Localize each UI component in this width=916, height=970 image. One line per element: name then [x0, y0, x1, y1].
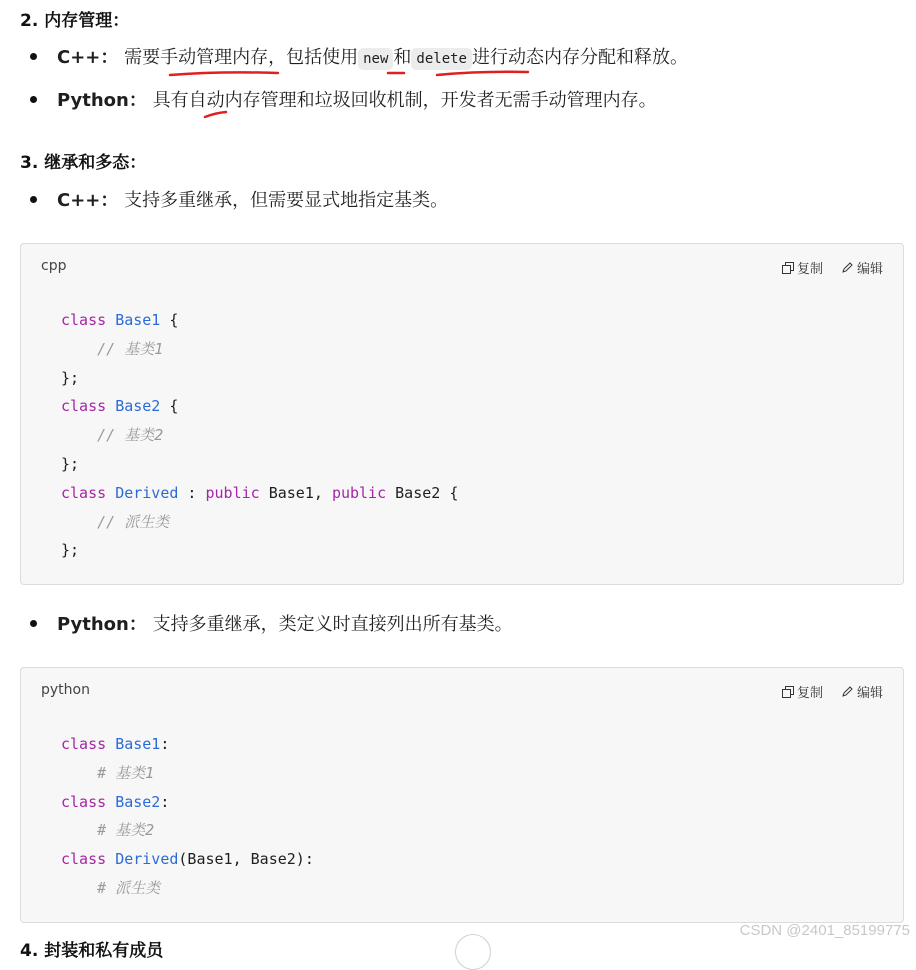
code-class-name: Derived: [115, 850, 179, 869]
code-text: {: [160, 311, 179, 329]
code-text: {: [160, 397, 179, 416]
bullet-text: 支持多重继承，但需要显式地指定基类。: [118, 190, 449, 211]
bullet-text: 具有自动内存管理和垃圾回收机制，开发者无需手动管理内存。: [146, 90, 657, 111]
code-content: [61, 730, 314, 903]
section-heading-inheritance: 3. 继承和多态：: [20, 153, 147, 173]
code-text: };: [61, 454, 80, 473]
code-comment: # 基类1: [97, 763, 155, 782]
code-block-cpp: [20, 243, 904, 585]
inline-code-new: new: [358, 48, 393, 70]
copy-icon: [782, 686, 794, 698]
bullet-cpp-memory: [30, 45, 688, 72]
bullet-dot: [30, 53, 37, 60]
edit-button[interactable]: [841, 258, 883, 277]
pencil-icon: [841, 261, 854, 274]
code-comment: // 基类1: [97, 339, 164, 358]
section-heading-encapsulation: 4. 封装和私有成员: [20, 941, 164, 961]
bullet-cpp-inheritance: [30, 188, 448, 214]
bullet-text: 进行动态内存分配和释放。: [471, 47, 688, 68]
bullet-term: Python：: [57, 90, 147, 111]
code-text: :: [178, 483, 206, 502]
copy-icon: [782, 262, 794, 274]
bullet-dot: [30, 196, 37, 203]
code-text: };: [61, 541, 80, 560]
bullet-python-inheritance: [30, 612, 513, 638]
code-keyword: class: [61, 397, 107, 416]
bullet-term: Python：: [57, 614, 147, 635]
code-keyword: class: [61, 311, 107, 329]
code-comment: // 派生类: [97, 512, 170, 531]
code-block-python: [20, 667, 904, 923]
edit-label: 编辑: [856, 686, 883, 701]
code-text: :: [160, 735, 170, 753]
code-comment: # 基类2: [97, 821, 155, 840]
code-language-label: cpp: [41, 258, 67, 274]
code-keyword: class: [61, 792, 107, 811]
copy-button[interactable]: [782, 682, 823, 701]
code-class-name: Base2: [115, 397, 161, 416]
code-text: };: [61, 368, 80, 387]
copy-label: 复制: [796, 262, 823, 277]
code-keyword: class: [61, 483, 107, 502]
code-text: :: [160, 792, 170, 811]
section-heading-memory: 2. 内存管理：: [20, 11, 130, 31]
code-class-name: Derived: [115, 483, 179, 502]
code-class-name: Base1: [115, 735, 161, 753]
bullet-dot: [30, 620, 37, 627]
code-language-label: python: [41, 682, 90, 698]
bullet-term: C++：: [57, 190, 119, 211]
bullet-text: 需要手动管理内存，包括使用: [118, 47, 359, 68]
code-text: Base1,: [259, 483, 332, 502]
code-keyword: public: [331, 483, 387, 502]
edit-label: 编辑: [856, 262, 883, 277]
pencil-icon: [841, 685, 854, 698]
code-class-name: Base1: [115, 311, 161, 329]
copy-label: 复制: [796, 686, 823, 701]
code-keyword: class: [61, 850, 107, 869]
code-class-name: Base2: [115, 792, 161, 811]
code-text: Base2 {: [386, 483, 459, 502]
watermark: CSDN @2401_85199775: [739, 922, 910, 939]
bullet-term: C++：: [57, 47, 119, 68]
bullet-python-memory: [30, 88, 657, 114]
code-actions: [782, 258, 883, 277]
copy-button[interactable]: [782, 258, 823, 277]
code-text: (Base1, Base2):: [178, 850, 314, 869]
inline-code-delete: delete: [411, 48, 472, 70]
code-keyword: public: [205, 483, 260, 502]
code-keyword: class: [61, 735, 107, 753]
scroll-down-button[interactable]: [455, 934, 491, 970]
edit-button[interactable]: [841, 682, 883, 701]
code-content: [61, 306, 458, 565]
code-actions: [782, 682, 883, 701]
bullet-text: 支持多重继承，类定义时直接列出所有基类。: [146, 614, 513, 635]
bullet-text: 和: [393, 47, 412, 68]
code-comment: // 基类2: [97, 426, 164, 445]
bullet-dot: [30, 96, 37, 103]
code-comment: # 派生类: [97, 878, 161, 897]
